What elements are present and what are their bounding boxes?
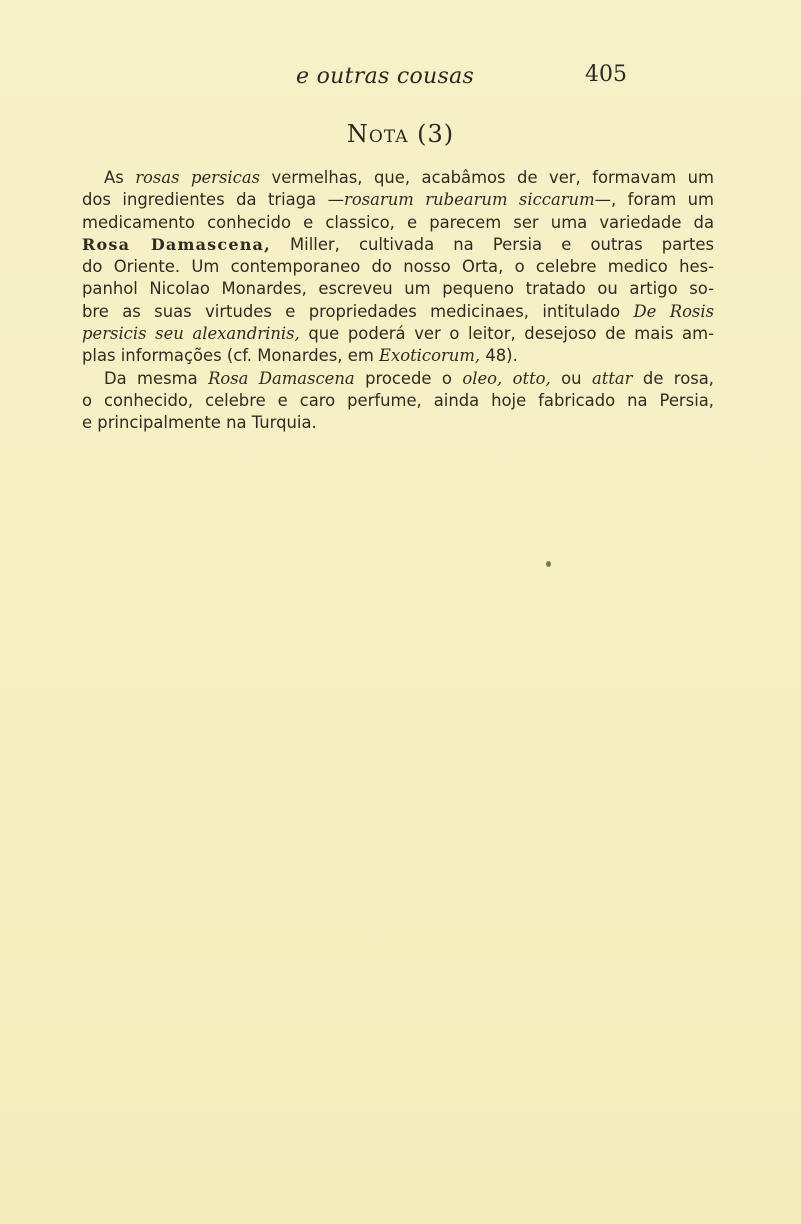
text-line: As rosas persicas vermelhas, que, acabâmos de ver, formavam um <box>104 168 714 187</box>
species-name: Rosa Damascena, <box>82 234 271 254</box>
text-line: persicis seu alexandrinis, que poderá ver o leitor, desejoso de mais am- <box>82 324 714 344</box>
paper-speck <box>546 561 551 567</box>
text-line: Rosa Damascena, Miller, cultivada na Persia e outras partes <box>82 234 714 254</box>
running-title: e outras cousas <box>296 64 475 89</box>
text-line: do Oriente. Um contemporaneo do nosso Orta, o celebre medico hes- <box>82 257 714 277</box>
text-line: o conhecido, celebre e caro perfume, ainda hoje fabricado na Persia, <box>82 390 714 410</box>
text-line: panhol Nicolao Monardes, escreveu um pequeno tratado ou artigo so- <box>82 279 714 299</box>
running-head <box>0 64 801 94</box>
note-body <box>82 167 714 435</box>
text-line: bre as suas virtudes e propriedades medicinaes, intitulado De Rosis <box>82 301 714 321</box>
text-line: medicamento conhecido e classico, e parecem ser uma variedade da <box>82 212 714 232</box>
text-line: Da mesma Rosa Damascena procede o oleo, otto, ou attar de rosa, <box>104 368 715 388</box>
text-line: e principalmente na Turquia. <box>82 413 317 433</box>
text-line: dos ingredientes da triaga —rosarum rubearum siccarum—, foram um <box>82 190 714 210</box>
text-line: plas informações (cf. Monardes, em Exoticorum, 48). <box>82 346 518 366</box>
note-heading: Nota (3) <box>346 120 455 148</box>
page-number: 405 <box>585 62 627 87</box>
